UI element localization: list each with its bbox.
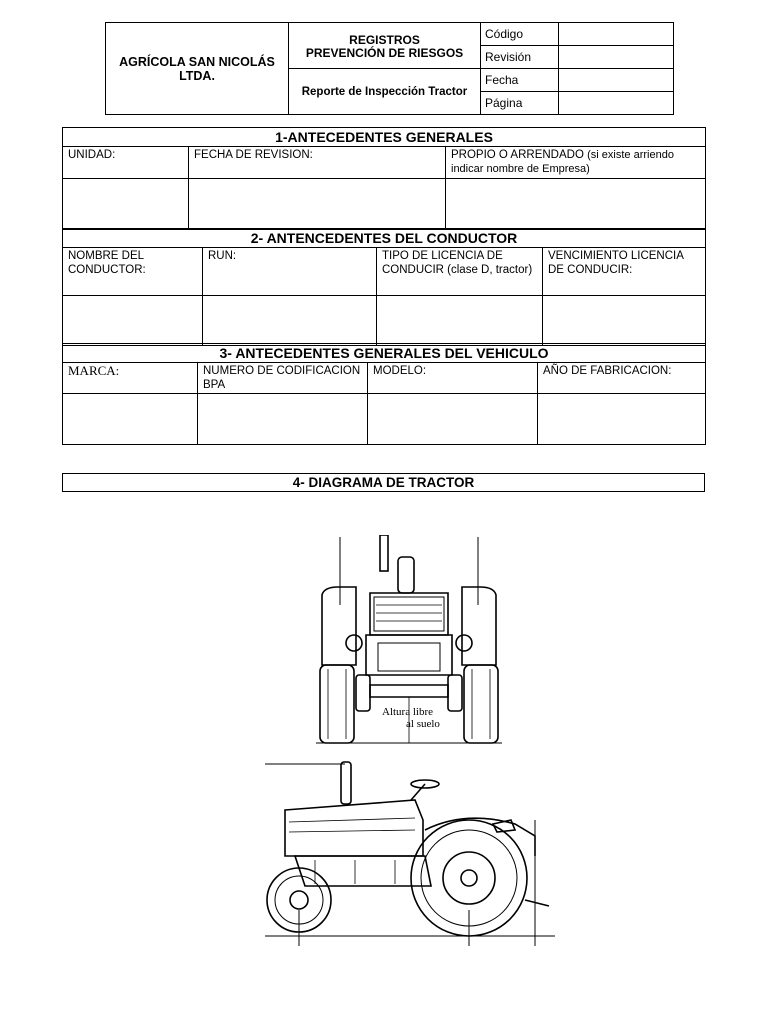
modelo-label: MODELO:: [368, 363, 538, 394]
section-4-title: 4- DIAGRAMA DE TRACTOR: [62, 473, 705, 492]
section-3-table: [62, 343, 706, 445]
tractor-front-view-drawing: [316, 535, 502, 747]
ano-fabricacion-value[interactable]: [538, 394, 706, 445]
propio-label: PROPIO O ARRENDADO: [451, 149, 584, 161]
tipo-licencia-label: TIPO DE LICENCIA DE CONDUCIR (clase D, tractor): [377, 248, 543, 296]
section-1-table: [62, 127, 706, 230]
front-view-label-line1: Altura libre: [382, 706, 434, 718]
codificacion-bpa-value[interactable]: [198, 394, 368, 445]
nombre-conductor-label: NOMBRE DEL CONDUCTOR:: [63, 248, 203, 296]
registros-label: REGISTROS: [349, 32, 420, 47]
prevencion-label: PREVENCIÓN DE RIESGOS: [305, 45, 464, 60]
section-2-title: 2- ANTENCEDENTES DEL CONDUCTOR: [63, 229, 706, 248]
modelo-value[interactable]: [368, 394, 538, 445]
marca-label: MARCA:: [63, 363, 198, 394]
section-2-table: [62, 228, 706, 346]
company-name-text: AGRÍCOLA SAN NICOLÁS LTDA.: [119, 54, 275, 83]
registros-cell: [289, 23, 481, 69]
company-name: [106, 23, 289, 115]
run-value[interactable]: [203, 296, 377, 346]
propio-arrendado-label: [446, 147, 706, 179]
revision-value[interactable]: [559, 46, 674, 69]
fecha-revision-value[interactable]: [189, 179, 446, 230]
report-title: Reporte de Inspección Tractor: [289, 69, 481, 115]
document-header: [105, 22, 674, 115]
codigo-label: Código: [481, 23, 559, 46]
codificacion-bpa-label: NUMERO DE CODIFICACION BPA: [198, 363, 368, 394]
tipo-licencia-value[interactable]: [377, 296, 543, 346]
vencimiento-licencia-value[interactable]: [543, 296, 706, 346]
section-3-title: 3- ANTECEDENTES GENERALES DEL VEHICULO: [63, 344, 706, 363]
tractor-side-view-drawing: [265, 760, 555, 948]
fecha-value[interactable]: [559, 69, 674, 92]
vencimiento-licencia-label: VENCIMIENTO LICENCIA DE CONDUCIR:: [543, 248, 706, 296]
run-label: RUN:: [203, 248, 377, 296]
marca-value[interactable]: [63, 394, 198, 445]
pagina-label: Página: [481, 92, 559, 115]
ano-fabricacion-label: AÑO DE FABRICACION:: [538, 363, 706, 394]
pagina-value[interactable]: [559, 92, 674, 115]
unidad-label: UNIDAD:: [63, 147, 189, 179]
front-view-label-line2: al suelo: [406, 718, 440, 730]
revision-label: Revisión: [481, 46, 559, 69]
unidad-value[interactable]: [63, 179, 189, 230]
section-1-title: 1-ANTECEDENTES GENERALES: [63, 128, 706, 147]
nombre-conductor-value[interactable]: [63, 296, 203, 346]
fecha-label: Fecha: [481, 69, 559, 92]
propio-note: (si existe arriendo indicar nombre de Empresa): [451, 149, 674, 175]
codigo-value[interactable]: [559, 23, 674, 46]
fecha-revision-label: FECHA DE REVISION:: [189, 147, 446, 179]
propio-arrendado-value[interactable]: [446, 179, 706, 230]
